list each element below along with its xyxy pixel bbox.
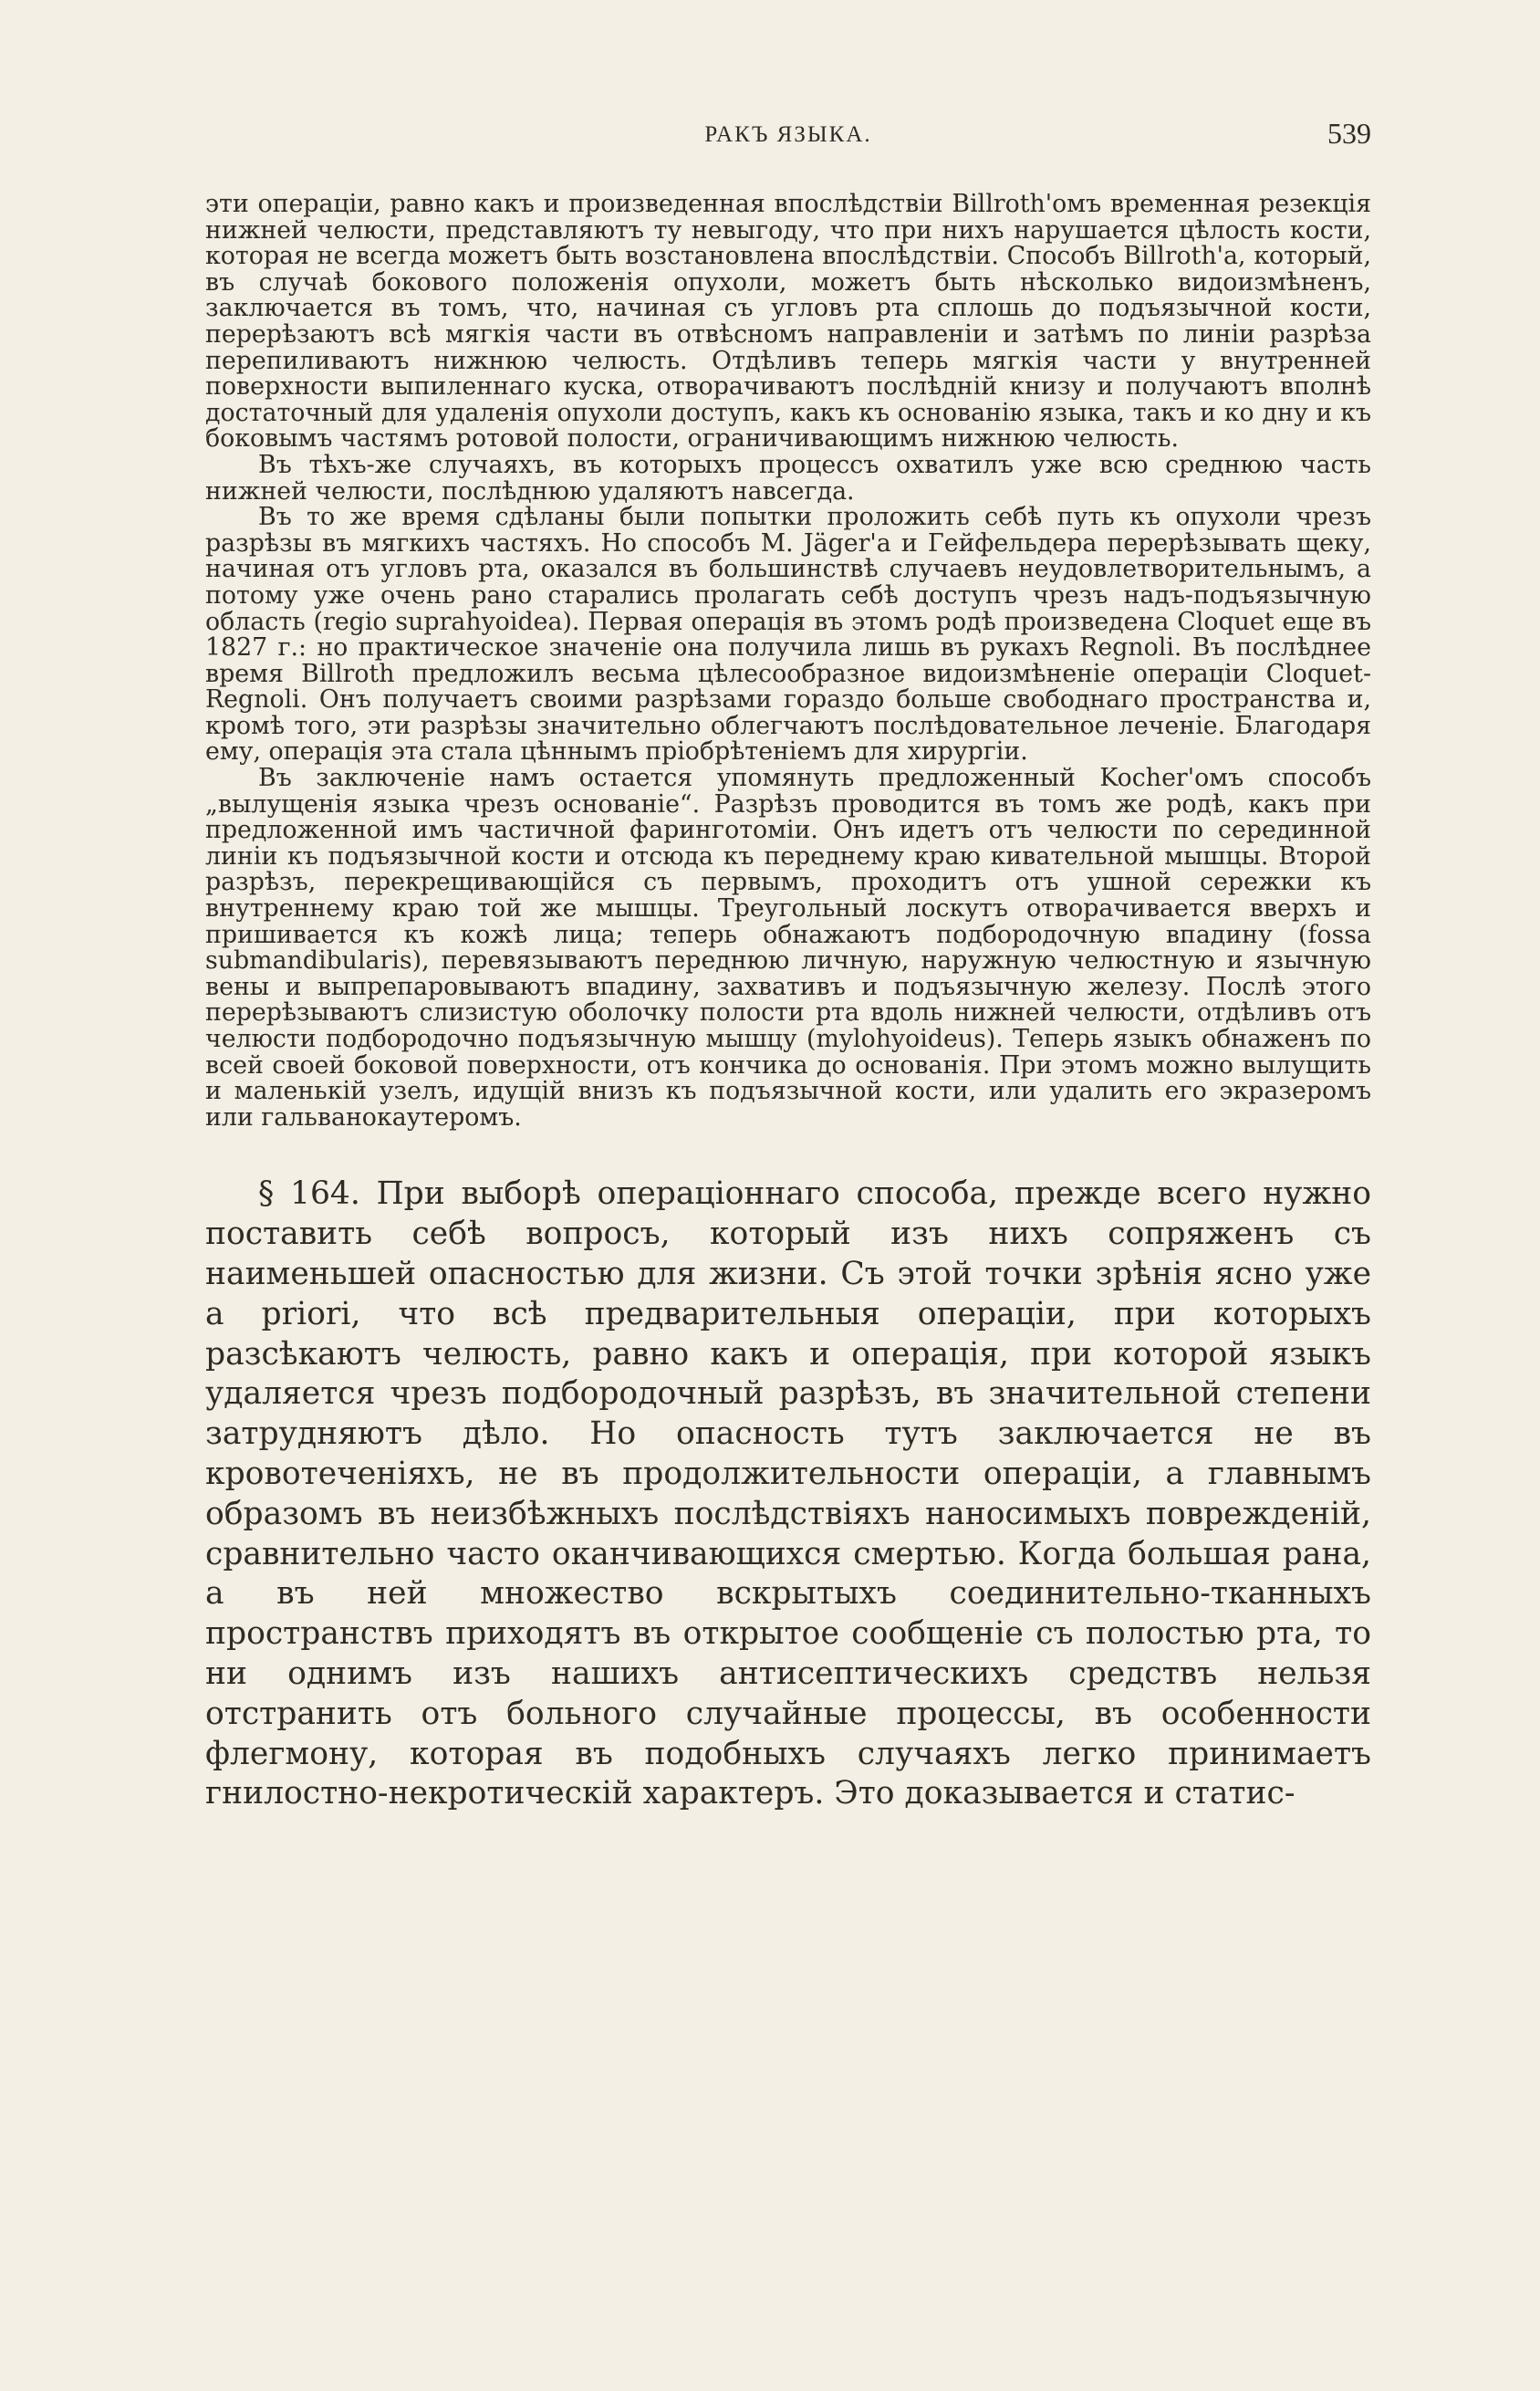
page-number: 539 [1327, 117, 1371, 150]
paragraph: Въ то же время сдѣланы были попытки проложить себѣ путь къ опухоли чрезъ разрѣзы въ мягкихъ частяхъ. Но способъ M. Jäger'а и Гейфельдера перерѣзывать щеку, начиная отъ угловъ рта, оказался въ большинствѣ случаевъ неудовлетворительнымъ, а потому уже очень рано старались пролагать себѣ доступъ чрезъ надъ-подъязычную область (regio suprahyoidea). Первая операція въ этомъ родѣ произведена Cloquet еще въ 1827 г.: но практическое значеніе она получила лишь въ рукахъ Regnoli. Въ послѣднее время Billroth предложилъ весьма цѣлесообразное видоизмѣненіе операціи Cloquet-Regnoli. Онъ получаетъ своими разрѣзами гораздо больше свободнаго пространства и, кромѣ того, эти разрѣзы значительно облегчаютъ послѣдовательное леченіе. Благодаря ему, операція эта стала цѣннымъ пріобрѣтеніемъ для хирургіи. [205, 503, 1371, 767]
body-text [205, 192, 1371, 1814]
page-header [205, 117, 1371, 153]
paragraph: Въ тѣхъ-же случаяхъ, въ которыхъ процессъ охватилъ уже всю среднюю часть нижней челюсти, послѣднюю удаляютъ навсегда. [205, 450, 1371, 506]
small-print-section [205, 192, 1371, 1131]
running-head: РАКЪ ЯЗЫКА. [704, 122, 872, 147]
section-164 [205, 1175, 1371, 1814]
paragraph-continued: эти операціи, равно какъ и произведенная впослѣдствіи Billroth'омъ временная резекція нижней челюсти, представляютъ ту невыгоду, что при нихъ нарушается цѣлость кости, которая не всегда можетъ быть возстановлена впослѣдствіи. Способъ Billroth'а, который, въ случаѣ бокового положенія опухоли, можетъ быть нѣсколько видоизмѣненъ, заключается въ томъ, что, начиная съ угловъ рта сплошь до подъязычной кости, перерѣзаютъ всѣ мягкія части въ отвѣсномъ направленіи и затѣмъ по линіи разрѣза перепиливаютъ нижнюю челюсть. Отдѣливъ теперь мягкія части у внутренней поверхности выпиленнаго куска, отворачиваютъ послѣдній книзу и получаютъ вполнѣ достаточный для удаленія опухоли доступъ, какъ къ основанію языка, такъ и ко дну и къ боковымъ частямъ ротовой полости, ограничивающимъ нижнюю челюсть. [205, 190, 1371, 454]
paragraph: Въ заключеніе намъ остается упомянуть предложенный Kocher'омъ способъ „вылущенія языка чрезъ основаніе“. Разрѣзъ проводится въ томъ же родѣ, какъ при предложенной имъ частичной фаринготоміи. Онъ идетъ отъ челюсти по серединной линіи къ подъязычной кости и отсюда къ переднему краю кивательной мышцы. Второй разрѣзъ, перекрещивающійся съ первымъ, проходитъ отъ ушной сережки къ внутреннему краю той же мышцы. Треугольный лоскутъ отворачивается вверхъ и пришивается къ кожѣ лица; теперь обнажаютъ подбородочную впадину (fossa submandibularis), перевязываютъ переднюю личную, наружную челюстную и язычную вены и выпрепаровываютъ впадину, захвативъ и подъязычную железу. Послѣ этого перерѣзываютъ слизистую оболочку полости рта вдоль нижней челюсти, отдѣливъ отъ челюсти подбородочно подъязычную мышцу (mylohyoideus). Теперь языкъ обнаженъ по всей своей боковой поверхности, отъ кончика до основанія. При этомъ можно вылущить и маленькій узелъ, идущій внизъ къ подъязычной кости, или удалить его экразеромъ или гальванокаутеромъ. [205, 764, 1371, 1132]
paragraph-section-164: § 164. При выборѣ операціоннаго способа, прежде всего нужно поставить себѣ вопросъ, который изъ нихъ сопряженъ съ наименьшей опасностью для жизни. Съ этой точки зрѣнія ясно уже a priori, что всѣ предварительныя операціи, при которыхъ разсѣкаютъ челюсть, равно какъ и операція, при которой языкъ удаляется чрезъ подбородочный разрѣзъ, въ значительной степени затрудняютъ дѣло. Но опасность тутъ заключается не въ кровотеченіяхъ, не въ продолжительности операціи, а главнымъ образомъ въ неизбѣжныхъ послѣдствіяхъ наносимыхъ поврежденій, сравнительно часто оканчивающихся смертью. Когда большая рана, а въ ней множество вскрытыхъ соединительно-тканныхъ пространствъ приходятъ въ открытое сообщеніе съ полостью рта, то ни однимъ изъ нашихъ антисептическихъ средствъ нельзя отстранить отъ больного случайные процессы, въ особенности флегмону, которая въ подобныхъ случаяхъ легко принимаетъ гнилостно-некротическій характеръ. Это доказывается и статис- [205, 1175, 1371, 1812]
